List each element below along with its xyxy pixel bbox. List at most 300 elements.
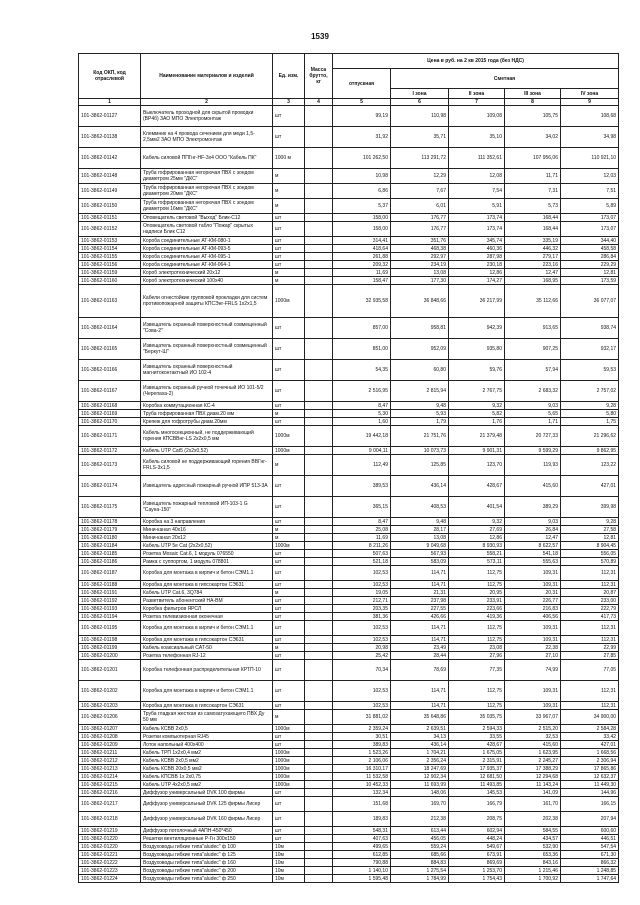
name-cell: Кабель UTP Cat.6, 3Q784	[141, 589, 273, 597]
name-cell: Коробка для монтажа в кирпич и бетон СЭМ1.1	[141, 681, 273, 702]
price-zone2-cell: 2 594,33	[449, 725, 505, 733]
price-zone3-cell: 168,44	[505, 222, 561, 237]
mass-cell	[305, 597, 333, 605]
price-otp-cell: 31,92	[333, 127, 391, 148]
price-zone1-cell: 9,48	[391, 402, 449, 410]
price-zone1-cell: 234,19	[391, 261, 449, 269]
code-cell: 101-3862-01166	[79, 360, 141, 381]
code-cell: 101-3862-01127	[79, 106, 141, 127]
price-otp-cell: 189,83	[333, 812, 391, 827]
code-cell: 101-3862-01193	[79, 605, 141, 613]
price-zone3-cell: 11 143,24	[505, 781, 561, 789]
unit-cell: шт	[273, 318, 305, 339]
price-zone3-cell: 226,77	[505, 597, 561, 605]
unit-cell: шт	[273, 652, 305, 660]
price-zone4-cell: 1,75	[561, 418, 619, 426]
mass-cell	[305, 526, 333, 534]
unit-cell: шт	[273, 566, 305, 581]
code-cell: 101-3862-01148	[79, 169, 141, 184]
unit-cell: шт	[273, 381, 305, 402]
price-zone1-cell: 7,67	[391, 184, 449, 199]
price-zone4-cell: 547,54	[561, 843, 619, 851]
price-zone2-cell: 12,86	[449, 269, 505, 277]
mass-cell	[305, 581, 333, 589]
price-zone2-cell: 35 035,75	[449, 710, 505, 725]
code-cell: 101-3862-01178	[79, 518, 141, 526]
price-zone3-cell: 541,18	[505, 550, 561, 558]
price-otp-cell: 30,51	[333, 733, 391, 741]
price-otp-cell: 407,63	[333, 835, 391, 843]
code-cell: 101-3862-01208	[79, 733, 141, 741]
price-zone3-cell: 7,31	[505, 184, 561, 199]
name-cell: Короб электротехнический 100х40	[141, 277, 273, 285]
name-cell: Кабель UTP 4х2х0,5 мм2	[141, 781, 273, 789]
table-row	[79, 702, 619, 710]
price-zone3-cell: 168,95	[505, 277, 561, 285]
unit-cell: м	[273, 184, 305, 199]
price-otp-cell: 1,60	[333, 418, 391, 426]
mass-cell	[305, 789, 333, 797]
table-row	[79, 245, 619, 253]
price-otp-cell: 70,34	[333, 660, 391, 681]
price-zone4-cell: 77,05	[561, 660, 619, 681]
price-zone1-cell: 36 848,66	[391, 285, 449, 318]
code-cell: 101-3862-01179	[79, 526, 141, 534]
mass-cell	[305, 710, 333, 725]
price-zone1-cell: 1 275,54	[391, 867, 449, 875]
unit-cell: м	[273, 534, 305, 542]
price-zone1-cell: 12 902,34	[391, 773, 449, 781]
price-zone1-cell: 110,98	[391, 106, 449, 127]
price-otp-cell: 102,53	[333, 566, 391, 581]
price-zone4-cell: 11 449,30	[561, 781, 619, 789]
price-zone2-cell: 33,55	[449, 733, 505, 741]
mass-cell	[305, 681, 333, 702]
price-zone4-cell: 229,29	[561, 261, 619, 269]
table-header	[79, 54, 619, 106]
price-zone3-cell: 1 215,46	[505, 867, 561, 875]
index-cell: 5	[333, 99, 391, 106]
price-zone1-cell: 1,79	[391, 418, 449, 426]
unit-cell: м	[273, 199, 305, 214]
price-zone3-cell: 109,31	[505, 566, 561, 581]
price-otp-cell: 25,42	[333, 652, 391, 660]
price-otp-cell: 2 106,06	[333, 757, 391, 765]
mass-cell	[305, 285, 333, 318]
price-zone4-cell: 12,81	[561, 534, 619, 542]
table-row	[79, 710, 619, 725]
price-otp-cell: 19 442,18	[333, 426, 391, 447]
table-row	[79, 644, 619, 652]
price-zone1-cell: 114,71	[391, 702, 449, 710]
price-otp-cell: 418,64	[333, 245, 391, 253]
price-zone4-cell: 112,31	[561, 581, 619, 589]
table-row	[79, 597, 619, 605]
price-zone2-cell: 9 901,31	[449, 447, 505, 455]
index-cell: 4	[305, 99, 333, 106]
price-otp-cell: 612,85	[333, 851, 391, 859]
mass-cell	[305, 106, 333, 127]
price-zone2-cell: 935,80	[449, 339, 505, 360]
price-otp-cell: 857,00	[333, 318, 391, 339]
price-zone3-cell: 555,63	[505, 558, 561, 566]
price-zone1-cell: 177,30	[391, 277, 449, 285]
price-zone2-cell: 166,79	[449, 797, 505, 812]
price-otp-cell: 102,53	[333, 681, 391, 702]
code-cell: 101-3862-01200	[79, 652, 141, 660]
name-cell: Коробка телефонная распределительная КРТП-10	[141, 660, 273, 681]
price-zone4-cell: 20,87	[561, 589, 619, 597]
table-row	[79, 455, 619, 476]
table-row	[79, 169, 619, 184]
table-row	[79, 781, 619, 789]
unit-cell: шт	[273, 518, 305, 526]
index-cell: 6	[391, 99, 449, 106]
name-cell: Розетки компьютерная RJ45	[141, 733, 273, 741]
mass-cell	[305, 550, 333, 558]
price-otp-cell: 203,35	[333, 605, 391, 613]
price-zone3-cell: 109,31	[505, 636, 561, 644]
mass-cell	[305, 859, 333, 867]
price-zone4-cell: 12 632,37	[561, 773, 619, 781]
unit-cell: шт	[273, 621, 305, 636]
price-zone1-cell: 28,17	[391, 526, 449, 534]
mass-cell	[305, 245, 333, 253]
price-zone2-cell: 145,53	[449, 789, 505, 797]
price-zone1-cell: 2 639,51	[391, 725, 449, 733]
price-zone2-cell: 20,95	[449, 589, 505, 597]
price-zone1-cell: 613,44	[391, 827, 449, 835]
price-zone2-cell: 109,08	[449, 106, 505, 127]
name-cell: Кабель силовой ППГнг-HF-3х4 ООО "Кабель ПК"	[141, 148, 273, 169]
mass-cell	[305, 851, 333, 859]
price-otp-cell: 16 310,17	[333, 765, 391, 773]
price-zone4-cell: 556,05	[561, 550, 619, 558]
code-cell: 101-3862-01142	[79, 148, 141, 169]
unit-cell: 1000м	[273, 542, 305, 550]
price-zone1-cell: 35 648,86	[391, 710, 449, 725]
table-row	[79, 184, 619, 199]
name-cell: Труба гладкая жесткая из самозатухающего ПВХ Ду 50 мм	[141, 710, 273, 725]
table-row	[79, 589, 619, 597]
table-row	[79, 867, 619, 875]
price-zone4-cell: 427,01	[561, 476, 619, 497]
price-zone1-cell: 952,09	[391, 339, 449, 360]
mass-cell	[305, 222, 333, 237]
unit-cell: 10м	[273, 859, 305, 867]
price-zone1-cell: 113 291,72	[391, 148, 449, 169]
price-zone2-cell: 123,70	[449, 455, 505, 476]
table-row	[79, 269, 619, 277]
price-zone4-cell: 2 584,28	[561, 725, 619, 733]
page-number: 1539	[311, 32, 329, 41]
mass-cell	[305, 757, 333, 765]
index-cell: 2	[141, 99, 273, 106]
mass-cell	[305, 534, 333, 542]
price-zone2-cell: 1 675,05	[449, 749, 505, 757]
table-row	[79, 797, 619, 812]
code-cell: 101-3862-01203	[79, 702, 141, 710]
price-zone1-cell: 9 049,68	[391, 542, 449, 550]
price-otp-cell: 158,00	[333, 214, 391, 222]
price-otp-cell: 25,08	[333, 526, 391, 534]
price-zone2-cell: 673,91	[449, 851, 505, 859]
unit-cell: м	[273, 710, 305, 725]
mass-cell	[305, 660, 333, 681]
table-row	[79, 360, 619, 381]
price-table	[78, 53, 619, 883]
header-zone-2: II зона	[449, 89, 505, 99]
mass-cell	[305, 867, 333, 875]
code-cell: 101-3862-01156	[79, 261, 141, 269]
price-otp-cell: 11,69	[333, 534, 391, 542]
price-zone1-cell: 176,77	[391, 222, 449, 237]
price-otp-cell: 10 452,33	[333, 781, 391, 789]
name-cell: Коробка для монтажа в гипсокартон СЭ631	[141, 636, 273, 644]
table-row	[79, 725, 619, 733]
mass-cell	[305, 148, 333, 169]
price-zone4-cell: 233,00	[561, 597, 619, 605]
price-zone4-cell: 34 900,00	[561, 710, 619, 725]
name-cell: Диффузор потолочный 4АПН-450*450	[141, 827, 273, 835]
code-cell: 101-3862-01221	[79, 851, 141, 859]
unit-cell: шт	[273, 733, 305, 741]
mass-cell	[305, 566, 333, 581]
price-zone1-cell: 114,71	[391, 566, 449, 581]
mass-cell	[305, 613, 333, 621]
table-row	[79, 851, 619, 859]
price-zone2-cell: 36 217,99	[449, 285, 505, 318]
table-row	[79, 875, 619, 883]
price-zone1-cell: 468,38	[391, 245, 449, 253]
price-otp-cell: 1 140,10	[333, 867, 391, 875]
price-zone4-cell: 1 668,56	[561, 749, 619, 757]
table-row	[79, 733, 619, 741]
unit-cell: 1000 м	[273, 148, 305, 169]
price-otp-cell: 102,53	[333, 581, 391, 589]
mass-cell	[305, 261, 333, 269]
price-zone2-cell: 112,75	[449, 636, 505, 644]
table-row	[79, 199, 619, 214]
price-otp-cell: 10,98	[333, 169, 391, 184]
name-cell: Извещатель охранный поверхностный совмещенный "Беркут-Ш"	[141, 339, 273, 360]
price-zone3-cell: 913,65	[505, 318, 561, 339]
mass-cell	[305, 542, 333, 550]
price-zone3-cell: 1 700,92	[505, 875, 561, 883]
name-cell: Короб электротехнический 20х12	[141, 269, 273, 277]
price-zone1-cell: 114,71	[391, 636, 449, 644]
table-row	[79, 566, 619, 581]
table-row	[79, 381, 619, 402]
name-cell: Кабель UTP 5e Cat (2х2х0,52)	[141, 542, 273, 550]
price-zone3-cell: 584,55	[505, 827, 561, 835]
price-zone1-cell: 408,53	[391, 497, 449, 518]
unit-cell: м	[273, 410, 305, 418]
price-zone1-cell: 125,85	[391, 455, 449, 476]
name-cell: Выключатель проходной для скрытой проводки (ВР4б) ЗАО МПО Электромонтаж	[141, 106, 273, 127]
price-zone3-cell: 1,71	[505, 418, 561, 426]
price-zone3-cell: 74,99	[505, 660, 561, 681]
price-otp-cell: 548,31	[333, 827, 391, 835]
price-zone3-cell: 26,84	[505, 526, 561, 534]
price-zone1-cell: 114,71	[391, 681, 449, 702]
code-cell: 101-3862-01149	[79, 184, 141, 199]
price-zone3-cell: 17 388,29	[505, 765, 561, 773]
price-zone2-cell: 869,69	[449, 859, 505, 867]
price-zone2-cell: 112,75	[449, 702, 505, 710]
mass-cell	[305, 127, 333, 148]
table-row	[79, 277, 619, 285]
price-zone3-cell: 12,47	[505, 269, 561, 277]
code-cell: 101-3862-01153	[79, 237, 141, 245]
price-zone2-cell: 208,75	[449, 812, 505, 827]
price-zone1-cell: 567,93	[391, 550, 449, 558]
price-zone4-cell: 2 757,02	[561, 381, 619, 402]
unit-cell: шт	[273, 797, 305, 812]
price-zone3-cell: 532,90	[505, 843, 561, 851]
mass-cell	[305, 835, 333, 843]
price-zone3-cell: 109,31	[505, 581, 561, 589]
price-zone1-cell: 5,93	[391, 410, 449, 418]
price-zone2-cell: 112,75	[449, 681, 505, 702]
price-otp-cell: 158,47	[333, 277, 391, 285]
name-cell: Крепеж для гофротрубы диам.20мм	[141, 418, 273, 426]
table-row	[79, 613, 619, 621]
mass-cell	[305, 749, 333, 757]
price-zone3-cell: 109,31	[505, 621, 561, 636]
name-cell: Кабель TPП 1х2х0,4 мм2	[141, 749, 273, 757]
name-cell: Кабель многосекционный, не поддерживающий горения КПСВВнг-LS 2х2х0,5 мм	[141, 426, 273, 447]
code-cell: 101-3862-01209	[79, 741, 141, 749]
price-zone4-cell: 417,73	[561, 613, 619, 621]
code-cell: 101-3862-01201	[79, 660, 141, 681]
unit-cell: шт	[273, 636, 305, 644]
price-zone2-cell: 112,75	[449, 581, 505, 589]
name-cell: Мини-канал 20х12	[141, 534, 273, 542]
table-row	[79, 426, 619, 447]
price-zone1-cell: 2 356,24	[391, 757, 449, 765]
price-zone2-cell: 17 935,37	[449, 765, 505, 773]
price-zone4-cell: 12,03	[561, 169, 619, 184]
price-zone3-cell: 33 967,07	[505, 710, 561, 725]
unit-cell: 1000м	[273, 757, 305, 765]
mass-cell	[305, 381, 333, 402]
unit-cell: 1000м	[273, 447, 305, 455]
code-cell: 101-3862-01175	[79, 497, 141, 518]
table-row	[79, 526, 619, 534]
price-zone2-cell: 1 754,43	[449, 875, 505, 883]
name-cell: Короба соединительные АТ-КМ-093-5	[141, 245, 273, 253]
mass-cell	[305, 518, 333, 526]
unit-cell: шт	[273, 245, 305, 253]
price-zone4-cell: 166,15	[561, 797, 619, 812]
price-zone2-cell: 2 767,75	[449, 381, 505, 402]
price-zone1-cell: 1 704,21	[391, 749, 449, 757]
price-zone3-cell: 5,65	[505, 410, 561, 418]
index-cell: 8	[505, 99, 561, 106]
price-zone1-cell: 13,08	[391, 534, 449, 542]
unit-cell: м	[273, 169, 305, 184]
price-zone1-cell: 10 073,73	[391, 447, 449, 455]
price-zone3-cell: 202,38	[505, 812, 561, 827]
table-row	[79, 127, 619, 148]
price-zone4-cell: 36 077,07	[561, 285, 619, 318]
name-cell: Короба соединительные АТ-КМ-064-1	[141, 261, 273, 269]
price-otp-cell: 212,71	[333, 597, 391, 605]
name-cell: Труба гофрированная ПВХ диам.20 мм	[141, 410, 273, 418]
code-cell: 101-3862-01220	[79, 843, 141, 851]
price-zone1-cell: 13,08	[391, 269, 449, 277]
price-otp-cell: 2 359,24	[333, 725, 391, 733]
price-zone3-cell: 434,57	[505, 835, 561, 843]
name-cell: Кабель КСВВ 2х0,5	[141, 725, 273, 733]
mass-cell	[305, 269, 333, 277]
price-zone3-cell: 109,31	[505, 702, 561, 710]
unit-cell: шт	[273, 581, 305, 589]
price-zone3-cell: 57,94	[505, 360, 561, 381]
header-mass: Масса брутто, кг	[305, 54, 333, 99]
code-cell: 101-3862-01188	[79, 581, 141, 589]
price-zone4-cell: 112,31	[561, 702, 619, 710]
price-zone4-cell: 7,51	[561, 184, 619, 199]
index-cell: 1	[79, 99, 141, 106]
table-row	[79, 476, 619, 497]
unit-cell: шт	[273, 127, 305, 148]
name-cell: Диффузор универсальный DVK 100 фирмы	[141, 789, 273, 797]
price-zone2-cell: 11 493,85	[449, 781, 505, 789]
price-otp-cell: 158,00	[333, 222, 391, 237]
code-cell: 101-3862-01169	[79, 410, 141, 418]
price-zone1-cell: 6,01	[391, 199, 449, 214]
price-zone2-cell: 173,74	[449, 214, 505, 222]
code-cell: 101-3862-01206	[79, 710, 141, 725]
unit-cell: 1000м	[273, 749, 305, 757]
table-row	[79, 550, 619, 558]
price-zone3-cell: 12 294,68	[505, 773, 561, 781]
header-price-title: Цена в руб. на 2 кв 2015 года (без НДС)	[333, 54, 619, 69]
table-row	[79, 542, 619, 550]
mass-cell	[305, 875, 333, 883]
price-zone3-cell: 9,03	[505, 402, 561, 410]
header-smetnaya: Сметная	[391, 69, 619, 89]
code-cell: 101-3862-01170	[79, 418, 141, 426]
unit-cell: шт	[273, 237, 305, 245]
name-cell: Коробка для монтажа в кирпич и бетон СЭМ1.1	[141, 566, 273, 581]
mass-cell	[305, 402, 333, 410]
price-otp-cell: 31 881,02	[333, 710, 391, 725]
price-zone2-cell: 27,96	[449, 652, 505, 660]
mass-cell	[305, 765, 333, 773]
mass-cell	[305, 812, 333, 827]
price-zone3-cell: 20 727,33	[505, 426, 561, 447]
price-otp-cell: 1 595,48	[333, 875, 391, 883]
code-cell: 101-3862-01217	[79, 797, 141, 812]
unit-cell: 1000м	[273, 285, 305, 318]
header-zone-1: I зона	[391, 89, 449, 99]
price-zone2-cell: 21 379,48	[449, 426, 505, 447]
table-body	[79, 106, 619, 883]
code-cell: 101-3862-01168	[79, 402, 141, 410]
price-zone3-cell: 843,16	[505, 859, 561, 867]
price-zone2-cell: 12,86	[449, 534, 505, 542]
code-cell: 101-3862-01164	[79, 318, 141, 339]
unit-cell: 10м	[273, 851, 305, 859]
table-row	[79, 253, 619, 261]
code-cell: 101-3862-01155	[79, 253, 141, 261]
price-zone2-cell: 9,32	[449, 402, 505, 410]
unit-cell: шт	[273, 702, 305, 710]
name-cell: Извещатель пожарный тепловой ИП-103-1 G "Сауна-150"	[141, 497, 273, 518]
